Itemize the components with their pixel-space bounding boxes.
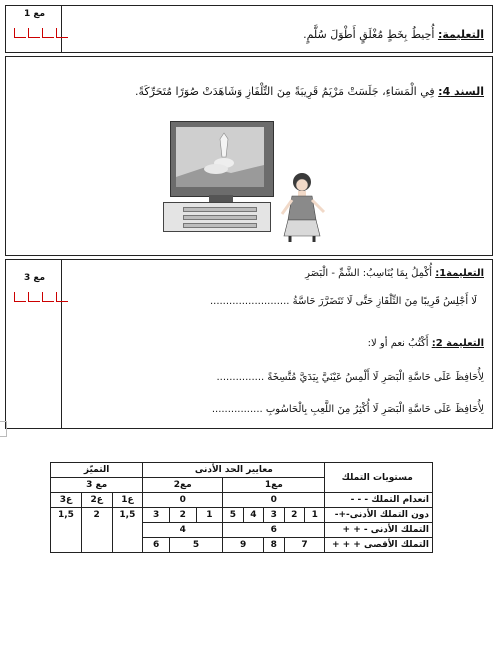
task-1-sentence: لَا أَجْلِسُ قَرِيبًا مِنَ التِّلْفَازِ حَتَّى لَا تَتَضَرَّرَ حَاسَّةُ ......................... — [209, 296, 477, 307]
row-below-m2-cell: 2 — [169, 508, 196, 523]
row-max-label: التملك الأقصى + + + — [325, 538, 433, 553]
source-4-label: السند 4: — [438, 85, 484, 98]
score-box-1 — [6, 6, 62, 52]
header-e2: ع2 — [81, 493, 112, 508]
row-none-m2: 0 — [143, 493, 223, 508]
row-max-m1-cell: 7 — [284, 538, 325, 553]
row-below-m1-cell: 4 — [243, 508, 263, 523]
task-1-heading — [305, 268, 484, 279]
row-none-label: انعدام التملك - - - — [325, 493, 433, 508]
cabinet-drawer — [183, 207, 257, 212]
row-max-m1-cell: 9 — [223, 538, 264, 553]
row-below-label: دون التملك الأدنى-+- — [325, 508, 433, 523]
margin-mark — [0, 421, 7, 437]
header-e3: ع3 — [51, 493, 82, 508]
scoring-table — [50, 462, 433, 553]
row-below-e2: 2 — [81, 508, 112, 553]
row-max-m1-cell: 8 — [264, 538, 284, 553]
row-none-m1: 0 — [223, 493, 325, 508]
header-min-criteria: معايير الحد الأدنى — [143, 463, 325, 478]
header-m2: مع2 — [143, 478, 223, 493]
score-box-3 — [6, 260, 62, 428]
tv-stand — [209, 195, 233, 202]
score-marks-1 — [14, 23, 70, 42]
score-label-1: مع 1 — [24, 9, 46, 19]
row-min-m1: 6 — [223, 523, 325, 538]
rocket-scene-icon — [176, 127, 264, 187]
cabinet-drawer — [183, 223, 257, 228]
source-4 — [135, 85, 484, 98]
section-3 — [5, 259, 493, 429]
tv-screen — [176, 127, 264, 187]
task-2-item-1: لِأُحَافِظَ عَلَى حَاسَّةِ الْبَصَرِ لَا أَلْمِسُ عَيْنَيَّ بِيَدَيَّ مُتَّسِخَةً ............... — [216, 372, 484, 383]
instruction-1-label: التعليمة: — [437, 28, 484, 41]
row-max-m2-cell: 6 — [143, 538, 170, 553]
row-below-m1-cell: 1 — [305, 508, 325, 523]
task-2-item-2: لِأُحَافِظَ عَلَى حَاسَّةِ الْبَصَرِ لَا أُكْثِرُ مِنَ اللَّعِبِ بِالْحَاسُوبِ ................ — [211, 404, 484, 415]
instruction-1-text: أُحِيطُ بِخَطٍ مُغْلَقٍ أَطْوَلَ سُلَّمٍ. — [303, 28, 435, 41]
cabinet-drawer — [183, 215, 257, 220]
row-below-m2-cell: 1 — [196, 508, 223, 523]
task-2-heading — [368, 338, 484, 349]
score-label-3: مع 3 — [24, 273, 46, 283]
row-below-m1-cell: 3 — [264, 508, 284, 523]
row-below-e1: 1,5 — [112, 508, 143, 553]
row-below-m2-cell: 3 — [143, 508, 170, 523]
score-marks-3 — [14, 287, 70, 306]
header-m3: مع 3 — [51, 478, 143, 493]
header-levels: مستويات التملك — [325, 463, 433, 493]
instruction-1 — [303, 28, 484, 41]
section-1 — [5, 5, 493, 53]
task-2-label: التعليمة 2: — [431, 338, 484, 349]
header-e1: ع1 — [112, 493, 143, 508]
task-1-text: أُكْمِلُ بِمَا يُنَاسِبُ: الشَّمِّ - الْبَصَرِ — [305, 268, 432, 279]
source-4-text: فِي الْمَسَاءِ، جَلَسَتْ مَرْيَمُ قَرِيبَةً مِنَ التِّلْفَازِ وَشَاهَدَتْ صُوَرًا مُتَحَرِّكَةً. — [135, 85, 435, 98]
row-max-m2-cell: 5 — [169, 538, 222, 553]
girl-icon — [278, 170, 330, 245]
row-min-m2: 4 — [143, 523, 223, 538]
task-1-label: التعليمة1: — [435, 268, 484, 279]
task-2-text: أَكْتُبُ نعم أو لا: — [367, 338, 429, 349]
header-excellence: التميّز — [51, 463, 143, 478]
header-m1: مع1 — [223, 478, 325, 493]
row-min-label: التملك الأدنى - + + — [325, 523, 433, 538]
row-below-m1-cell: 5 — [223, 508, 243, 523]
row-below-m1-cell: 2 — [284, 508, 304, 523]
row-below-e3: 1,5 — [51, 508, 82, 553]
